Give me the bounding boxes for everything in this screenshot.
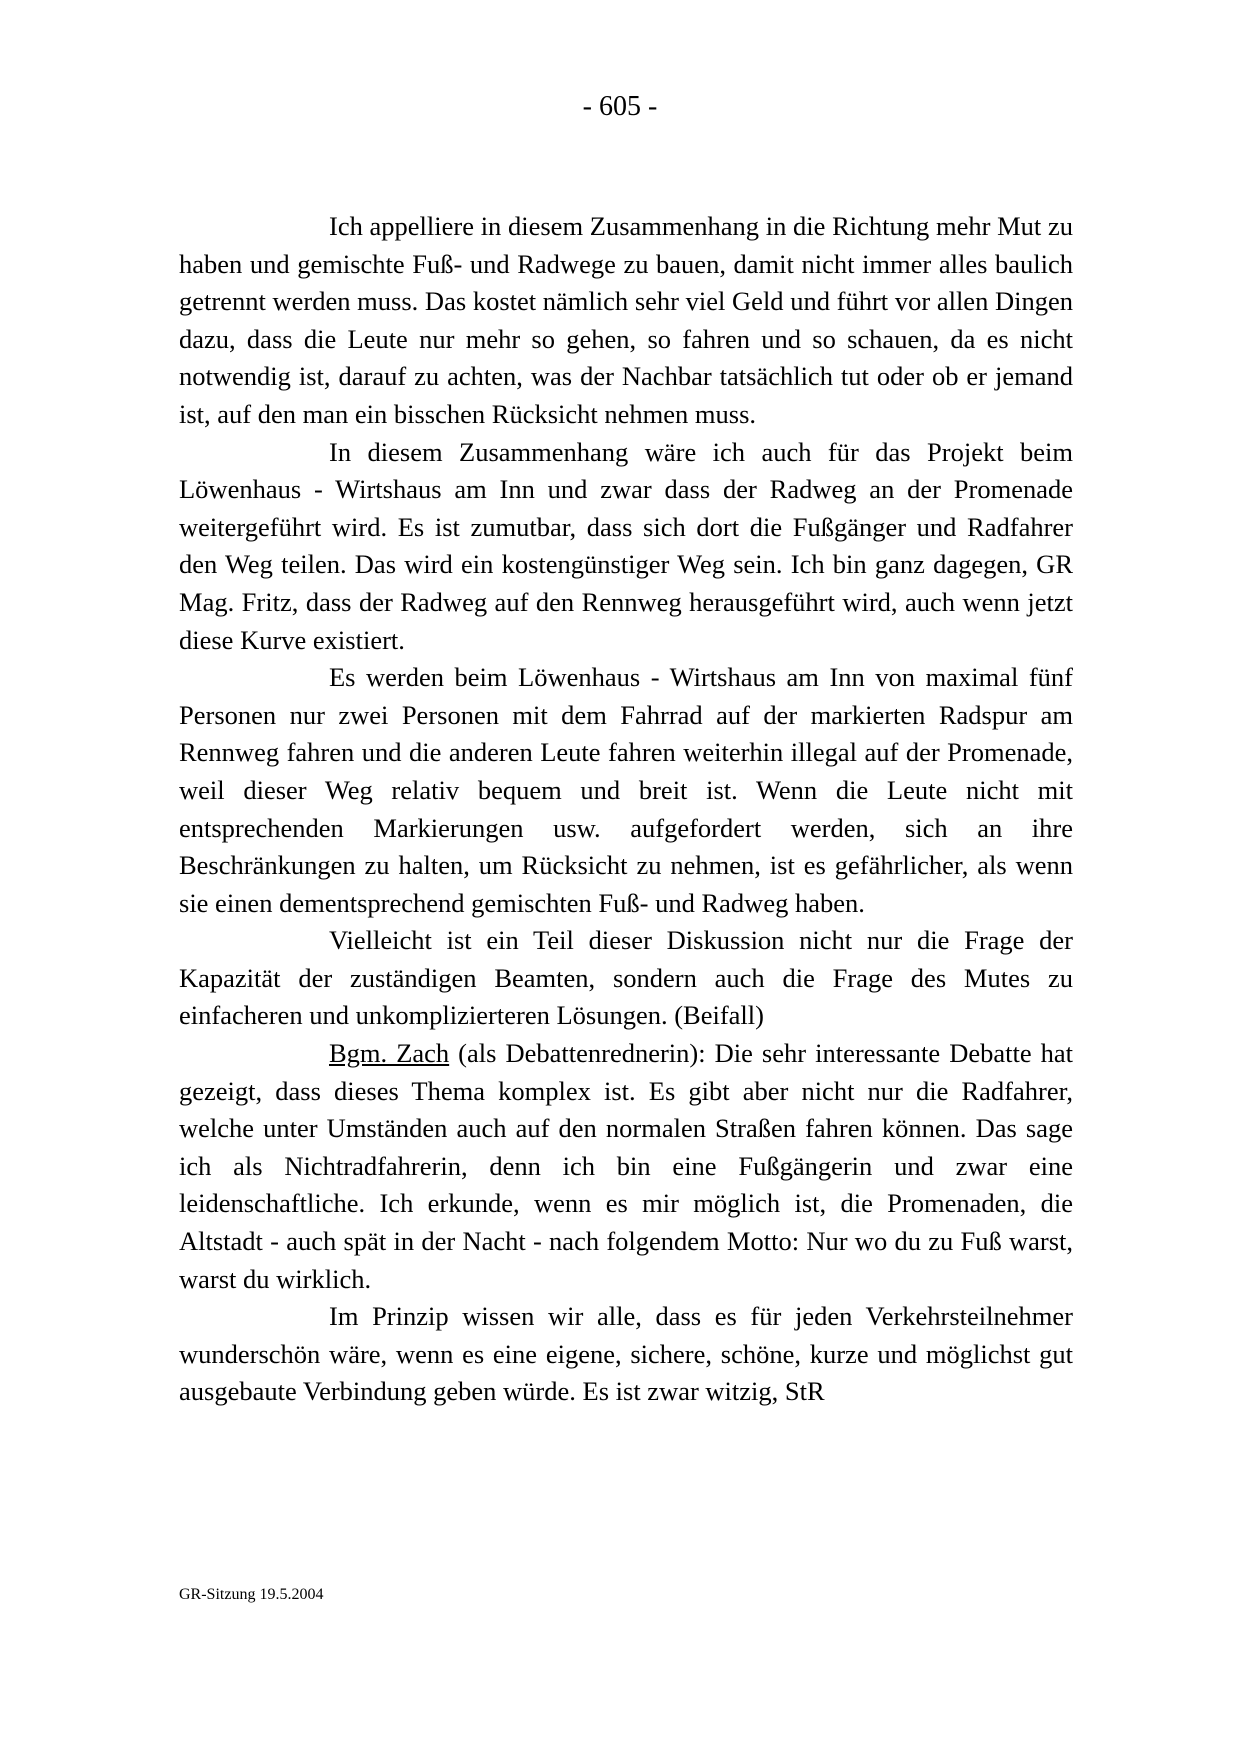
- paragraph-2: In diesem Zusammenhang wäre ich auch für das Projekt beim Löwenhaus - Wirtshaus am Inn und zwar dass der Radweg an der Promenade weitergeführt wird. Es ist zumutbar, dass sich dort die Fußgänger und Radfahrer den Weg teilen. Das wird ein kostengünstiger Weg sein. Ich bin ganz dagegen, GR Mag. Fritz, dass der Radweg auf den Rennweg herausgeführt wird, auch wenn jetzt diese Kurve existiert.: [179, 436, 1073, 655]
- footer-session-date: GR-Sitzung 19.5.2004: [179, 1586, 324, 1603]
- speaker-name: Bgm. Zach: [329, 1038, 450, 1069]
- paragraph-3: Es werden beim Löwenhaus - Wirtshaus am Inn von maximal fünf Personen nur zwei Personen mit dem Fahrrad auf der markierten Radspur am Rennweg fahren und die anderen Leute fahren weiterhin illegal auf der Promenade, weil dieser Weg relativ bequem und breit ist. Wenn die Leute nicht mit entsprechenden Markierungen usw. aufgefordert werden, sich an ihre Beschränkungen zu halten, um Rücksicht zu nehmen, ist es gefährlicher, als wenn sie einen dementsprechend gemischten Fuß- und Radweg haben.: [179, 662, 1073, 918]
- paragraph-5: [179, 1035, 1073, 1298]
- paragraph-4: Vielleicht ist ein Teil dieser Diskussion nicht nur die Frage der Kapazität der zuständigen Beamten, sondern auch die Frage des Mutes zu einfacheren und unkomplizierteren Lösungen. (Beifall): [179, 925, 1073, 1031]
- paragraph-5-text: (als Debattenrednerin): Die sehr interessante Debatte hat gezeigt, dass dieses Thema komplex ist. Es gibt aber nicht nur die Radfahrer, welche unter Umständen auch auf den normalen Straßen fahren können. Das sage ich als Nichtradfahrerin, denn ich bin eine Fußgängerin und zwar eine leidenschaftliche. Ich erkunde, wenn es mir möglich ist, die Promenaden, die Altstadt - auch spät in der Nacht - nach folgendem Motto: Nur wo du zu Fuß warst, warst du wirklich.: [179, 1038, 1074, 1294]
- document-body: [179, 208, 1073, 1411]
- paragraph-6: Im Prinzip wissen wir alle, dass es für jeden Verkehrsteilnehmer wunderschön wäre, wenn es eine eigene, sichere, schöne, kurze und möglichst gut ausgebaute Verbindung geben würde. Es ist zwar witzig, StR: [179, 1301, 1073, 1407]
- page-number: - 605 -: [582, 91, 658, 122]
- paragraph-1: Ich appelliere in diesem Zusammenhang in die Richtung mehr Mut zu haben und gemischte Fuß- und Radwege zu bauen, damit nicht immer alles baulich getrennt werden muss. Das kostet nämlich sehr viel Geld und führt vor allen Dingen dazu, dass die Leute nur mehr so gehen, so fahren und so schauen, da es nicht notwendig ist, darauf zu achten, was der Nachbar tatsächlich tut oder ob er jemand ist, auf den man ein bisschen Rücksicht nehmen muss.: [179, 211, 1073, 429]
